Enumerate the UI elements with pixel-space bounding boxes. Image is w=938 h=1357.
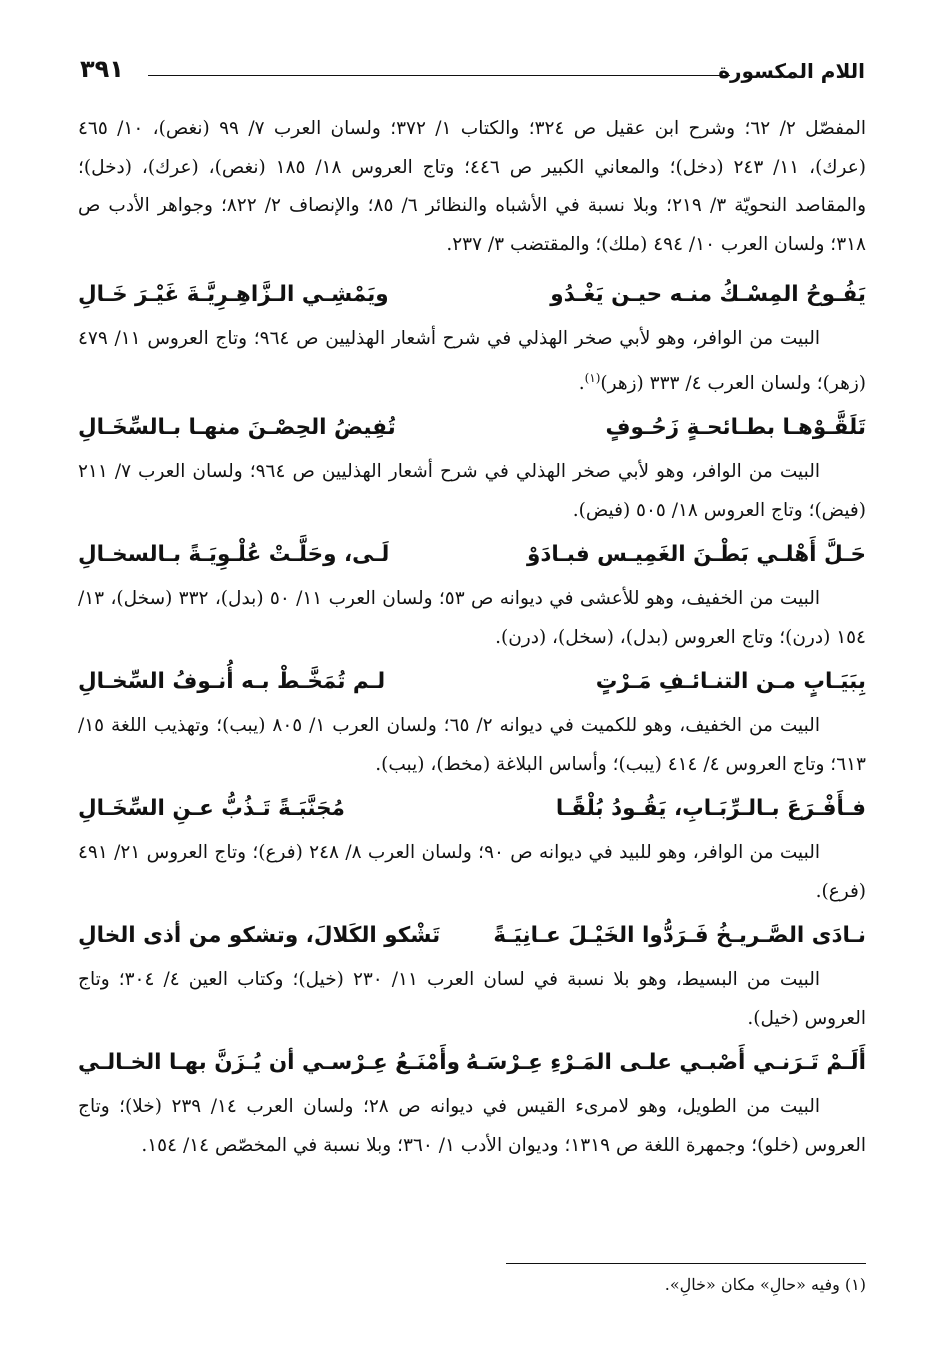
- page-number: ٣٩١: [80, 55, 124, 83]
- citation-note: البيت من الطويل، وهو لامرىء القيس في ديوانه ص ٢٨؛ ولسان العرب ١٤/ ٢٣٩ (خلا)؛ وتاج العروس (خلو)؛ وجمهرة اللغة ص ١٣١٩؛ وديوان الأدب ١/ ٣٦٠؛ وبلا نسبة في المخصّص ١٤/ ١٥٤.: [78, 1096, 866, 1156]
- verse-second-hemistich: ويَمْشِـي الـزَّاهِـرِيَّـةَ غَيْـرَ خَـالِ: [78, 282, 389, 307]
- verse-line: [78, 784, 866, 834]
- main-content: [78, 110, 866, 1165]
- footnote-separator: [506, 1263, 866, 1264]
- citation-note: البيت من الوافر، وهو للبيد في ديوانه ص ٩٠؛ ولسان العرب ٨/ ٢٤٨ (فرع)؛ وتاج العروس ٢١/ ٤٩١ (فرع).: [78, 842, 866, 902]
- verse-first-hemistich: أَلَـمْ تَـرَنـي أَصْبـي علـى المَـرْءِ عِـرْسَـهُ: [465, 1050, 866, 1076]
- verse-line: [78, 270, 866, 320]
- verse-second-hemistich: تُفِيضُ الحِصْـنَ منهـا بـالسِّخَـالِ: [78, 415, 396, 441]
- citation-note: [78, 320, 866, 403]
- verse-first-hemistich: بِبَيَـابٍ مـن التنـائـفِ مَـرْتٍ: [595, 669, 866, 695]
- verse-first-hemistich: فـأَفْـرَعَ بـالـرِّبَـابِ، يَقُـودُ بُلْقًـا: [555, 796, 866, 822]
- verse-second-hemistich: وأَمْنَـعُ عِـرْسـي أن يُـزَنَّ بهـا الخـالـي: [78, 1050, 461, 1076]
- verse-first-hemistich: نـادَى الصَّـريـخُ فَـرَدُّوا الخَيْـلَ عـانِيَـةً: [493, 923, 866, 949]
- verse-line: [78, 657, 866, 707]
- footnote-marker: (١): [584, 370, 601, 385]
- chapter-title: اللام المكسورة: [718, 59, 865, 83]
- citation-note: البيت من الوافر، وهو لأبي صخر الهذلي في شرح أشعار الهذليين ص ٩٦٤؛ ولسان العرب ٧/ ٢١١ (فيض)؛ وتاج العروس ١٨/ ٥٠٥ (فيض).: [78, 461, 866, 521]
- citation-note: البيت من الخفيف، وهو للأعشى في ديوانه ص ٥٣؛ ولسان العرب ١١/ ٥٠ (بدل)، ٣٣٢ (سخل)، ١٣/ ١٥٤ (درن)؛ وتاج العروس (بدل)، (سخل)، (درن).: [78, 588, 866, 648]
- verse-first-hemistich: يَفُـوحُ المِسْـكُ منـه حيـن يَغْـدُو: [550, 282, 866, 307]
- period: .: [578, 372, 585, 394]
- verse-first-hemistich: تَلَقَّـوْهـا بطـائحـةٍ زَحُـوفٍ: [605, 415, 866, 441]
- verse-line: [78, 911, 866, 961]
- citation-text: البيت من الوافر، وهو لأبي صخر الهذلي في شرح أشعار الهذليين ص ٩٦٤؛ وتاج العروس ١١/ ٤٧٩ (زهر)؛ ولسان العرب ٤/ ٣٣٣ (زهر): [78, 328, 866, 394]
- verse-second-hemistich: لَـى، وحَلَّـتْ عُلْـوِيَـةً بـالسخـالِ: [78, 542, 390, 568]
- header-rule: [148, 75, 730, 76]
- citation-note: البيت من البسيط، وهو بلا نسبة في لسان العرب ١١/ ٢٣٠ (خيل)؛ وكتاب العين ٤/ ٣٠٤؛ وتاج العروس (خيل).: [78, 969, 866, 1029]
- citation-note: المفصّل ٢/ ٦٢؛ وشرح ابن عقيل ص ٣٢٤؛ والكتاب ١/ ٣٧٢؛ ولسان العرب ٧/ ٩٩ (نغص)، ١٠/ ٤٦٥ (عرك)، ١١/ ٢٤٣ (دخل)؛ والمعاني الكبير ص ٤٤٦؛ وتاج العروس ١٨/ ١٨٥ (نغص)، (عرك)، (دخل)؛والمقاصد النحويّة ٣/ ٢١٩؛ وبلا نسبة في الأشباه والنظائر ٦/ ٨٥؛ والإنصاف ٢/ ٨٢٢؛ وجواهر الأدب ص ٣١٨؛ ولسان العرب ١٠/ ٤٩٤ (ملك)؛ والمقتضب ٣/ ٢٣٧.: [78, 118, 867, 255]
- verse-line: [78, 403, 866, 453]
- verse-line: [78, 1038, 866, 1088]
- footnote: (١) وفيه «حالِ» مكان «خالِ».: [664, 1275, 866, 1294]
- citation-note: البيت من الخفيف، وهو للكميت في ديوانه ٢/ ٦٥؛ ولسان العرب ١/ ٨٠٥ (يبب)؛ وتهذيب اللغة ١٥/ ٦١٣؛ وتاج العروس ٤/ ٤١٤ (يبب)؛ وأساس البلاغة (مخط)، (يبب).: [78, 715, 866, 775]
- verse-line: [78, 530, 866, 580]
- verse-first-hemistich: حَـلَّ أَهْلـي بَطْـنَ الغَمِيـس فبـادَوْ: [526, 542, 866, 568]
- verse-second-hemistich: لـم تُمَخَّـطْ بـه أُنـوفُ السِّخـالِ: [78, 669, 386, 695]
- verse-second-hemistich: تَشْكو الكَلالَ، وتشكو من أذى الخالِ: [78, 923, 441, 949]
- verse-second-hemistich: مُجَنَّبَـةً تَـذُبُّ عـنِ السِّخَـالِ: [78, 796, 345, 822]
- page-header: [80, 55, 865, 95]
